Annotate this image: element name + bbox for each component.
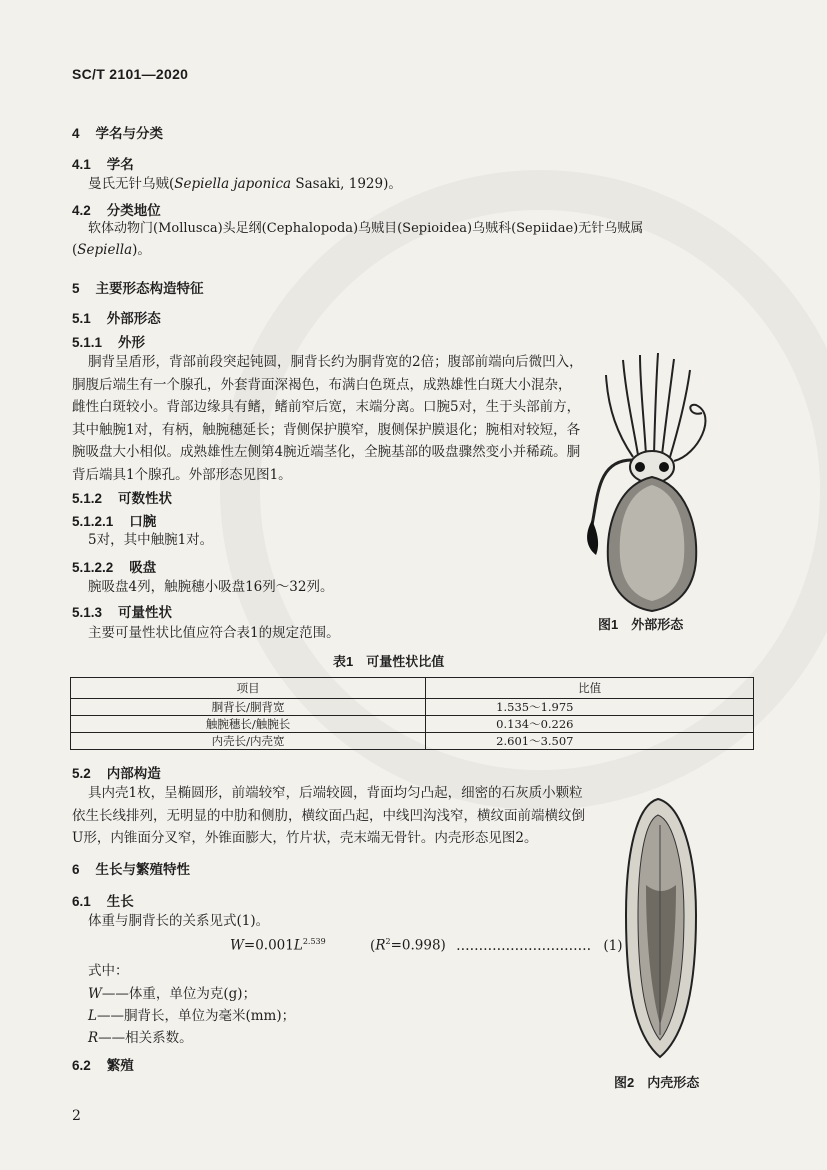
standard-code-header: SC/T 2101—2020 (72, 66, 189, 82)
section-6-heading: 6 生长与繁殖特性 (72, 862, 191, 877)
section-4-2-heading: 4.2 分类地位 (72, 203, 161, 218)
where-item: R——相关系数。 (88, 1030, 193, 1046)
page-number: 2 (72, 1108, 81, 1124)
inner-shell-figure (616, 795, 706, 1065)
internal-structure-paragraph: 具内壳1枚，呈椭圆形，前端较窄，后端较圆，背面均匀凸起，细密的石灰质小颗粒依生长线排列，无明显的中肋和侧肋，横纹面凸起，中线凹沟浅窄，横纹面前端横纹倒U形，内锥面分叉窄，外锥面膨大，竹片状，壳末端无骨针。内壳形态见图2。 (72, 785, 585, 847)
cuttlefish-external-figure (578, 345, 738, 615)
scientific-name-text: 曼氏无针乌贼(Sepiella japonica Sasaki, 1929)。 (88, 176, 402, 192)
table-header-item: 项目 (71, 678, 426, 699)
suckers-text: 腕吸盘4列，触腕穗小吸盘16列～32列。 (88, 579, 334, 595)
table-1-caption: 表1 可量性状比值 (333, 654, 445, 669)
section-5-2-heading: 5.2 内部构造 (72, 766, 161, 781)
section-4-1-heading: 4.1 学名 (72, 157, 134, 172)
section-6-2-heading: 6.2 繁殖 (72, 1058, 134, 1073)
ratio-table (70, 677, 754, 750)
classification-line-2: (Sepiella)。 (72, 242, 151, 258)
table-row: 内壳长/内壳宽 2.601～3.507 (71, 733, 754, 750)
external-shape-paragraph: 胴背呈盾形，背部前段突起钝圆，胴背长约为胴背宽的2倍；腹部前端向后微凹入，胴腹后端生有一个腺孔，外套背面深褐色，布满白色斑点，成熟雄性白斑大小混杂，雌性白斑较小。背部边缘具有鳍，鳍前窄后宽，末端分离。口腕5对，生于头部前方，其中触腕1对，有柄，触腕穗延长；背侧保护膜窄，腹侧保护膜退化；腕相对较短，各腕吸盘大小相似。成熟雄性左侧第4腕近端茎化，全腕基部的吸盘骤然变小并稀疏。胴背后端具1个腺孔。外部形态见图1。 (72, 354, 583, 483)
section-6-1-heading: 6.1 生长 (72, 894, 134, 909)
table-row: 触腕穗长/触腕长 0.134～0.226 (71, 716, 754, 733)
figure-1-caption: 图1 外部形态 (598, 617, 684, 632)
growth-text: 体重与胴背长的关系见式(1)。 (88, 913, 270, 929)
table-header-ratio: 比值 (426, 678, 754, 699)
section-5-1-2-2-heading: 5.1.2.2 吸盘 (72, 560, 157, 575)
weight-length-formula: $W=0.001L^{2.539}$ $(R^2=0.998)$ ………………………… (1) (230, 937, 623, 954)
figure-2-caption: 图2 内壳形态 (614, 1075, 700, 1090)
section-4-heading: 4 学名与分类 (72, 126, 164, 141)
oral-arms-text: 5对，其中触腕1对。 (88, 532, 214, 548)
section-5-1-1-heading: 5.1.1 外形 (72, 335, 146, 350)
classification-line-1: 软体动物门(Mollusca)头足纲(Cephalopoda)乌贼目(Sepioidea)乌贼科(Sepiidae)无针乌贼属 (88, 221, 644, 236)
where-item: W——体重，单位为克(g)； (88, 986, 257, 1002)
section-5-1-2-heading: 5.1.2 可数性状 (72, 491, 173, 506)
section-5-1-heading: 5.1 外部形态 (72, 311, 161, 326)
where-item: L——胴背长，单位为毫米(mm)； (88, 1008, 296, 1024)
measurable-traits-text: 主要可量性状比值应符合表1的规定范围。 (88, 625, 340, 641)
section-5-heading: 5 主要形态构造特征 (72, 281, 204, 296)
section-5-1-2-1-heading: 5.1.2.1 口腕 (72, 514, 157, 529)
table-row: 胴背长/胴背宽 1.535～1.975 (71, 699, 754, 716)
section-5-1-3-heading: 5.1.3 可量性状 (72, 605, 173, 620)
where-label: 式中： (88, 963, 129, 979)
